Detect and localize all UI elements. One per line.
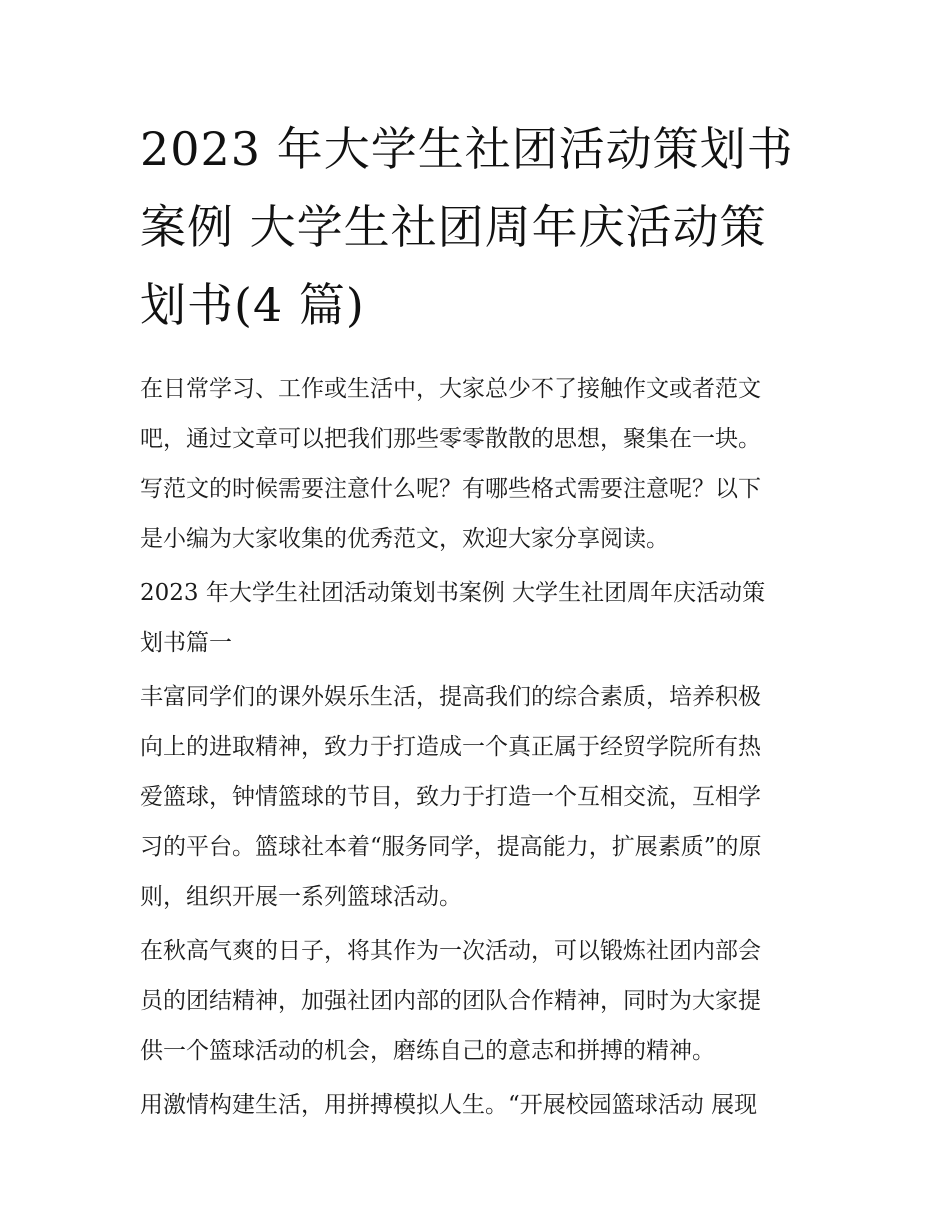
title-line: 划书(4 篇) (140, 278, 365, 332)
text-line: 爱篮球，钟情篮球的节目，致力于打造一个互相交流，互相学 (140, 784, 761, 810)
text-line: 吧，通过文章可以把我们那些零零散散的思想，聚集在一块。 (140, 426, 761, 452)
text-line: 用激情构建生活，用拼搏模拟人生。“开展校园篮球活动 展现 (140, 1092, 758, 1118)
text-line: 2023 年大学生社团活动策划书案例 大学生社团周年庆活动策 (140, 580, 766, 606)
section-heading (140, 568, 810, 668)
body-paragraph (140, 1080, 810, 1130)
text-line: 在秋高气爽的日子，将其作为一次活动，可以锻炼社团内部会 (140, 938, 761, 964)
text-line: 丰富同学们的课外娱乐生活，提高我们的综合素质，培养积极 (140, 684, 761, 710)
body-paragraph (140, 926, 810, 1076)
text-line: 向上的进取精神，致力于打造成一个真正属于经贸学院所有热 (140, 734, 761, 760)
text-line: 习的平台。篮球社本着“服务同学，提高能力，扩展素质”的原 (140, 834, 762, 860)
text-line: 是小编为大家收集的优秀范文，欢迎大家分享阅读。 (140, 526, 669, 552)
body-paragraph (140, 672, 810, 922)
text-line: 在日常学习、工作或生活中，大家总少不了接触作文或者范文 (140, 376, 761, 402)
title-line: 2023 年大学生社团活动策划书 (140, 122, 794, 176)
text-line: 写范文的时候需要注意什么呢？有哪些格式需要注意呢？以下 (140, 476, 761, 502)
intro-paragraph (140, 364, 810, 564)
document-body (140, 364, 810, 1130)
text-line: 供一个篮球活动的机会，磨练自己的意志和拼搏的精神。 (140, 1038, 715, 1064)
title-line: 案例 大学生社团周年庆活动策 (140, 200, 767, 254)
text-line: 划书篇一 (140, 630, 232, 656)
text-line: 则，组织开展一系列篮球活动。 (140, 884, 462, 910)
text-line: 员的团结精神，加强社团内部的团队合作精神，同时为大家提 (140, 988, 761, 1014)
document-title (140, 110, 810, 344)
